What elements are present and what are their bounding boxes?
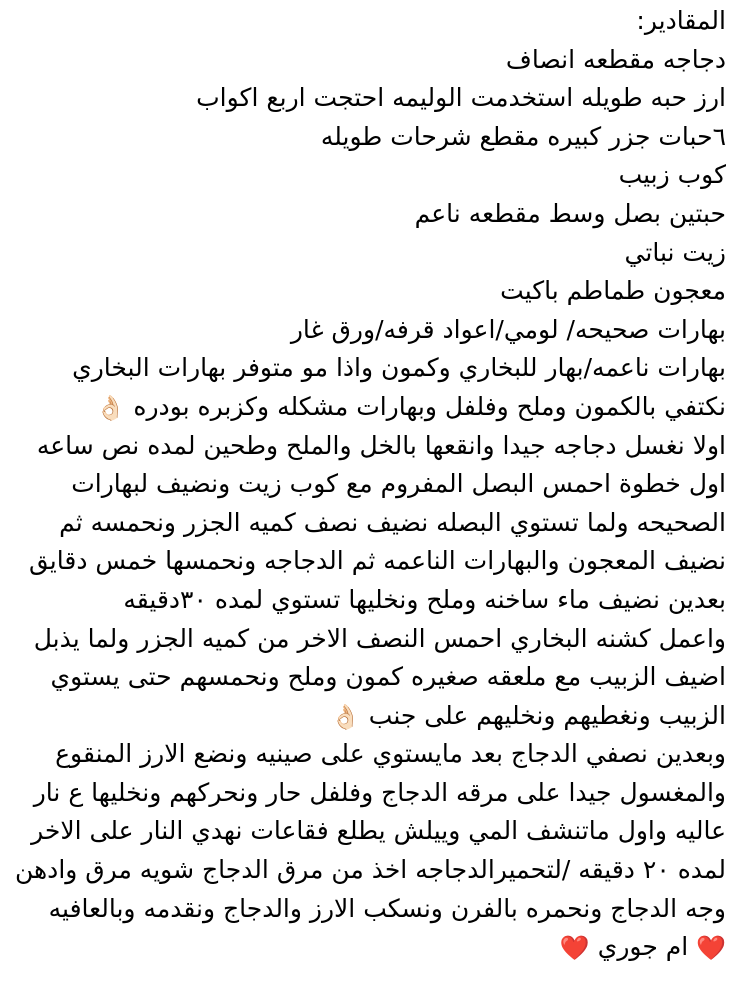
- ingredient-line-with-emoji: [14, 388, 726, 427]
- ingredient-line: معجون طماطم باكيت: [500, 276, 726, 306]
- ingredient-line: دجاجه مقطعه انصاف: [505, 44, 726, 74]
- step-paragraph-with-signature: [14, 735, 726, 967]
- ingredient-line: ارز حبه طويله استخدمت الوليمه احتجت اربع اكواب: [196, 83, 726, 113]
- ingredient-line: زيت نباتي: [624, 237, 726, 267]
- ok-hand-icon: 👌🏻: [330, 702, 361, 731]
- ingredient-line: بهارات ناعمه/بهار للبخاري وكمون واذا مو متوفر بهارات البخاري: [72, 353, 726, 383]
- ok-hand-icon: 👌🏻: [95, 393, 126, 422]
- step-paragraph: اولا نغسل دجاجه جيدا وانقعها بالخل والملح وطحين لمده نص ساعه: [36, 430, 726, 460]
- heart-icon: ❤️: [559, 934, 590, 963]
- step-text: وبعدين نصفي الدجاج بعد مايستوي على صينيه ونضع الارز المنقوع والمغسول جيدا على مرقه الدجاج وفلفل حار ونحركهم ونخليها ع نار عاليه واول ماتنشف المي وييلش يطلع فقاعات نهدي النار على الاخر لمده ٢٠ دقيقه /لتحميرالدجاجه اخذ من مرق الدجاج شويه مرق وادهن وجه الدجاج ونحمره بالفرن ونسكب الارز والدجاج ونقدمه وبالعافيه: [14, 739, 726, 923]
- heart-icon: ❤️: [696, 934, 726, 963]
- step-paragraph-with-emoji: [14, 620, 726, 736]
- step-paragraph: اول خطوة احمس البصل المفروم مع كوب زيت ونضيف لبهارات الصحيحه ولما تستوي البصله نضيف نصف كميه الجزر ونحمسه ثم نضيف المعجون والبهارات الناعمه ثم الدجاجه ونحمسها خمس دقايق بعدين نضيف ماء ساخنه وملح ونخليها تستوي لمده ٣٠دقيقه: [28, 469, 726, 614]
- ingredients-heading: المقادير:: [636, 6, 726, 35]
- ingredient-line: كوب زبيب: [618, 160, 726, 190]
- ingredient-text: نكتفي بالكمون وملح وفلفل وبهارات مشكله وكزبره بودره: [133, 391, 726, 421]
- ingredient-line: بهارات صحيحه/ لومي/اعواد قرفه/ورق غار: [290, 314, 726, 344]
- signature: ام جوري: [597, 932, 689, 962]
- ingredient-line: ٦حبات جزر كبيره مقطع شرحات طويله: [320, 121, 726, 151]
- ingredient-line: حبتين بصل وسط مقطعه ناعم: [414, 198, 726, 228]
- step-text: واعمل كشنه البخاري احمس النصف الاخر من كميه الجزر ولما يذبل اضيف الزبيب مع ملعقه صغيره كمون وملح ونحمسهم حتى يستوي الزبيب ونغطيهم ونخليهم على جنب: [33, 623, 726, 730]
